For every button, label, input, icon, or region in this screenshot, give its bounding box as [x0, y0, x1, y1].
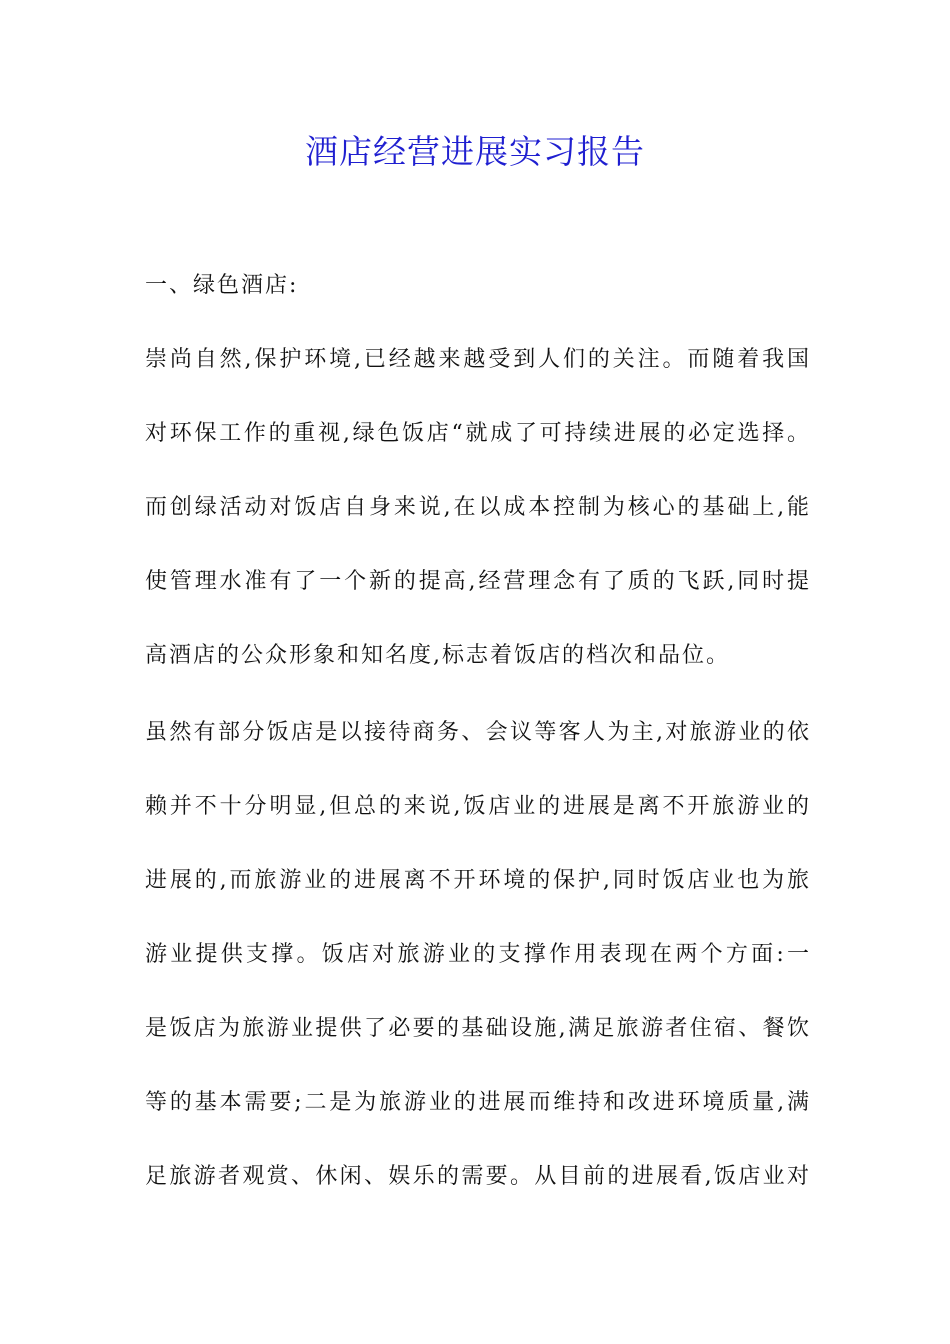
paragraph-line: 足旅游者观赏、休闲、娱乐的需要。从目前的进展看,饭店业对 — [145, 1164, 809, 1189]
paragraph-line: 崇尚自然,保护环境,已经越来越受到人们的关注。而随着我国 — [145, 347, 809, 372]
paragraph-line: 等的基本需要;二是为旅游业的进展而维持和改进环境质量,满 — [145, 1090, 809, 1115]
paragraph-line: 使管理水准有了一个新的提高,经营理念有了质的飞跃,同时提 — [145, 569, 809, 594]
paragraph-line: 高酒店的公众形象和知名度,标志着饭店的档次和品位。 — [145, 643, 730, 668]
paragraph-line: 虽然有部分饭店是以接待商务、会议等客人为主,对旅游业的依 — [145, 720, 809, 745]
paragraph-line: 是饭店为旅游业提供了必要的基础设施,满足旅游者住宿、餐饮 — [145, 1016, 809, 1041]
paragraph-line: 游业提供支撑。饭店对旅游业的支撑作用表现在两个方面:一 — [145, 942, 809, 967]
document-title: 酒店经营进展实习报告 — [305, 132, 645, 171]
paragraph-line: 而创绿活动对饭店自身来说,在以成本控制为核心的基础上,能 — [145, 495, 809, 520]
section-heading: 一、绿色酒店: — [145, 273, 299, 298]
paragraph-line: 进展的,而旅游业的进展离不开环境的保护,同时饭店业也为旅 — [145, 868, 809, 893]
paragraph-line: 赖并不十分明显,但总的来说,饭店业的进展是离不开旅游业的 — [145, 794, 809, 819]
paragraph-line: 对环保工作的重视,绿色饭店“就成了可持续进展的必定选择。 — [145, 421, 809, 446]
